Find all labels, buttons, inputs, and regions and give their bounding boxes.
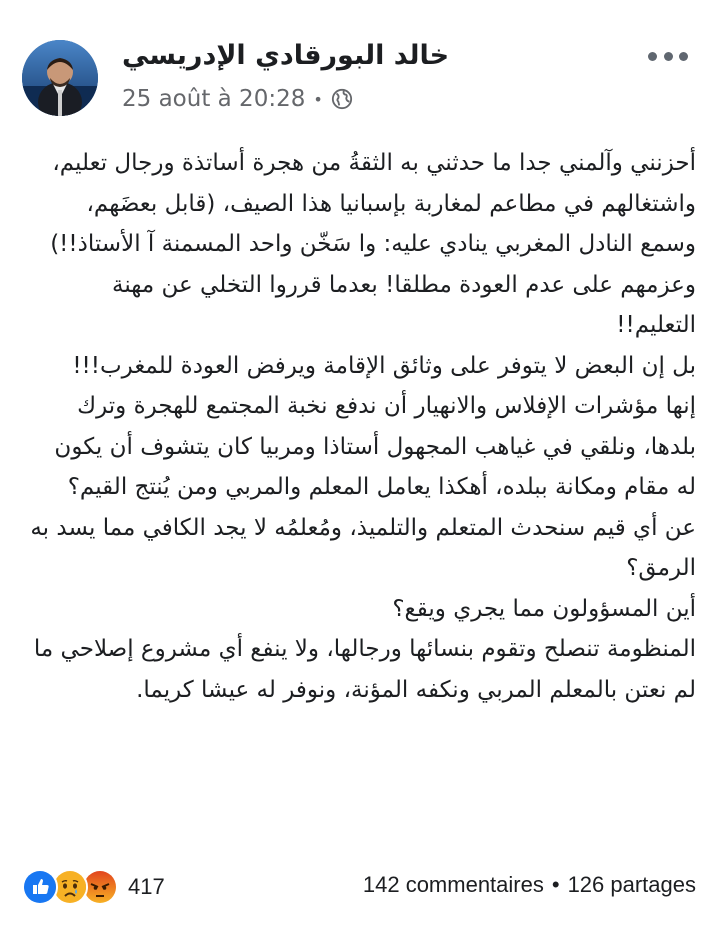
post-text — [28, 143, 696, 710]
post-paragraph: المنظومة تنصلح وتقوم بنسائها ورجالها، ولا ينفع أي مشروع إصلاحي ما لم نعتن بالمعلم المربي ونكفه المؤنة، ونوفر له عيشا كريما. — [33, 636, 696, 703]
reaction-count[interactable]: 417 — [128, 874, 165, 899]
post-paragraph: عن أي قيم سنحدث المتعلم والتلميذ، ومُعلمُه لا يجد الكافي مما يسد به الرمق؟ — [30, 514, 696, 581]
dot-icon — [679, 52, 688, 61]
dot-icon — [648, 52, 657, 61]
post-paragraph: أين المسؤولون مما يجري ويقع؟ — [392, 595, 696, 622]
post-paragraph: إنها مؤشرات الإفلاس والانهيار أن ندفع نخبة المجتمع للهجرة وترك بلدها، ونلقي في غياهب المجهول أستاذا ومربيا كان يتشوف أن يكون له مقام ومكانة ببلده، أهكذا يعامل المعلم والمربي ومن يُنتج القيم؟ — [54, 393, 696, 500]
post-paragraph: بل إن البعض لا يتوفر على وثائق الإقامة ويرفض العودة للمغرب!!! — [72, 352, 696, 379]
dot-icon — [664, 52, 673, 61]
post-paragraph: أحزنني وآلمني جدا ما حدثني به الثقةُ من هجرة أساتذة ورجال تعليم، واشتغالهم في مطاعم لمغاربة بإسبانيا هذا الصيف، (قابل بعضَهم، وسمع النادل المغربي ينادي عليه: وا سَخّن واحد المسمنة آ الأستاذ!!) وعزمهم على عدم العودة مطلقا! بعدما قرروا التخلي عن مهنة التعليم!! — [50, 150, 696, 338]
author-name[interactable]: خالد البورقادي الإدريسي — [122, 40, 450, 71]
avatar[interactable] — [22, 40, 98, 116]
more-options-button[interactable] — [648, 46, 688, 66]
like-icon — [22, 869, 58, 905]
stats-separator: • — [551, 872, 560, 897]
engagement-stats — [363, 872, 696, 898]
post-header — [0, 0, 720, 130]
timestamp[interactable]: 25 août à 20:28 — [122, 86, 306, 112]
meta-separator: • — [313, 89, 323, 109]
post-footer — [0, 860, 720, 916]
shares-link[interactable]: 126 partages — [567, 872, 696, 897]
reactions-summary[interactable] — [22, 870, 165, 904]
comments-link[interactable]: 142 commentaires — [362, 872, 544, 897]
post-meta — [122, 84, 353, 114]
globe-icon[interactable] — [331, 88, 353, 110]
